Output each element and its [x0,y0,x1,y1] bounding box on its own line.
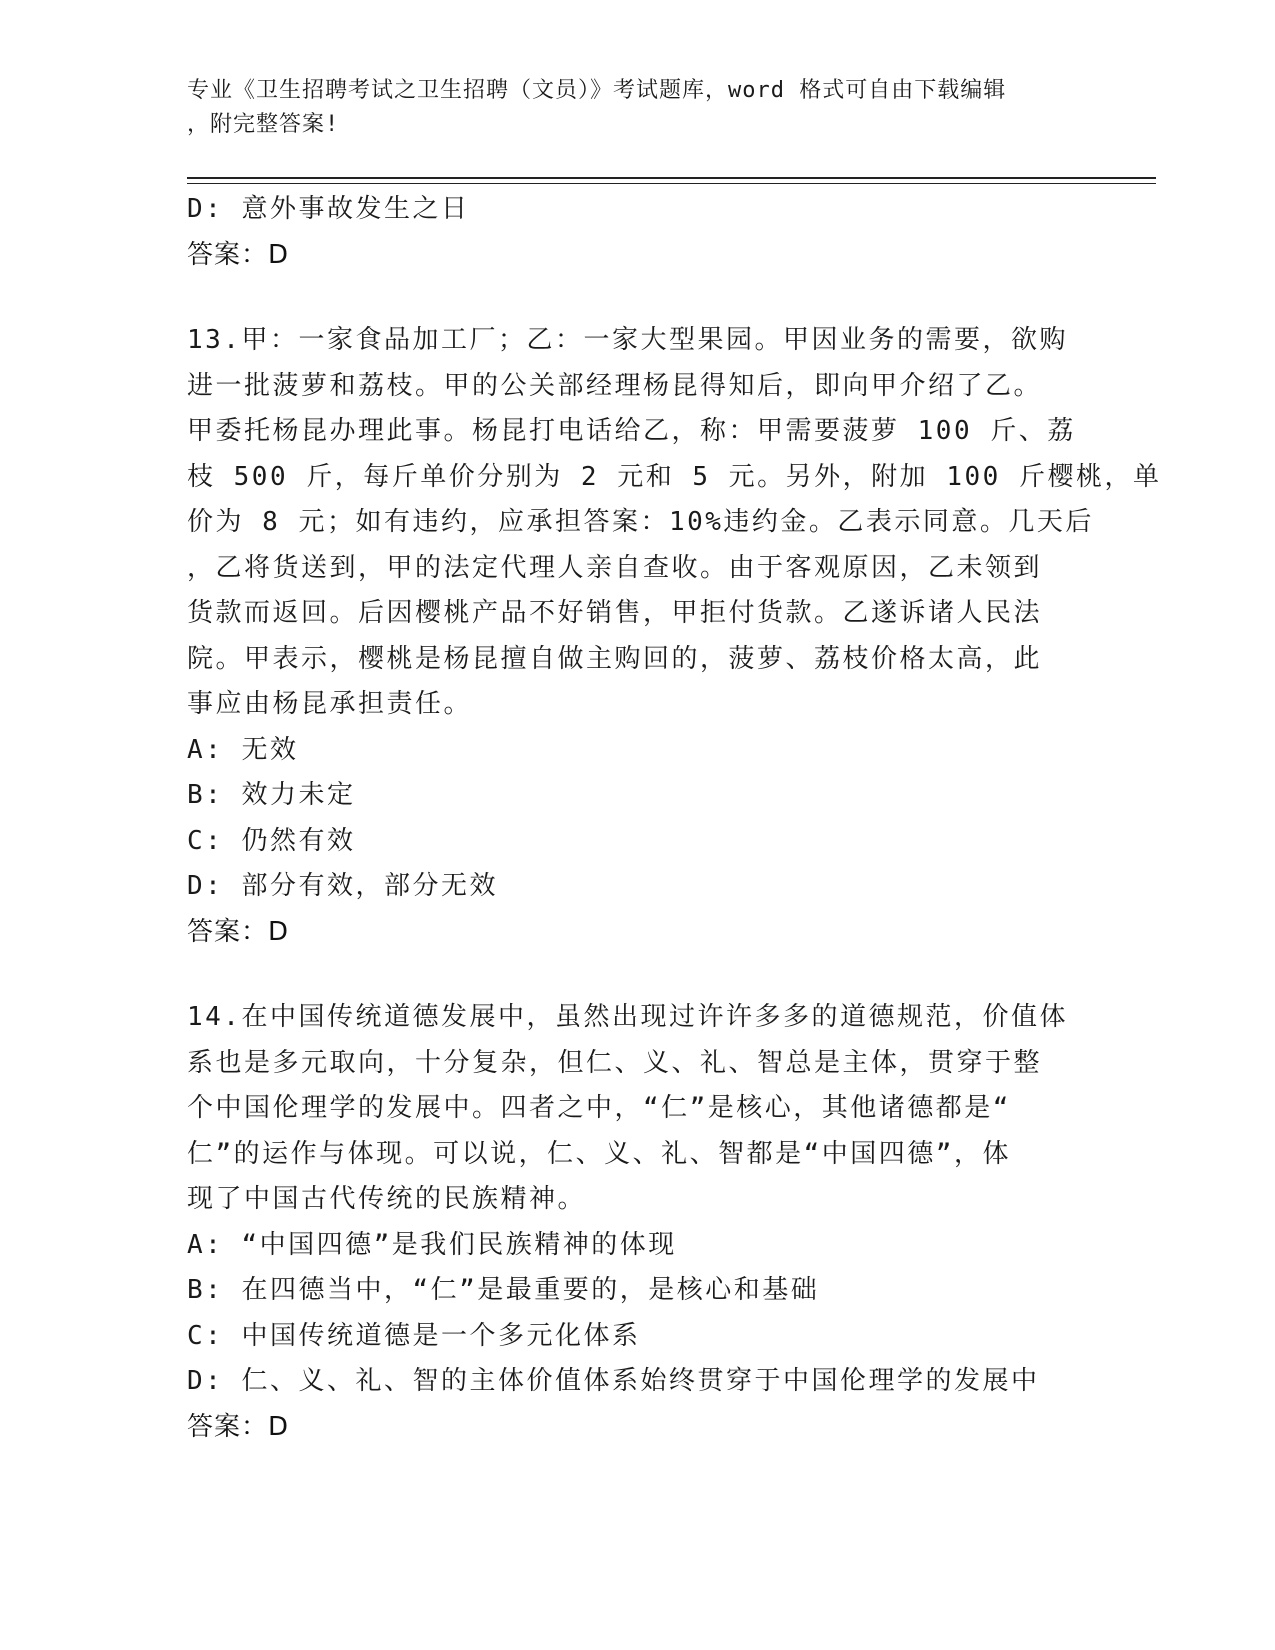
option-c: C: 中国传统道德是一个多元化体系 [187,1320,641,1351]
previous-question-tail [187,187,1087,278]
option-a: A: 无效 [187,734,299,765]
question-text-line: 系也是多元取向，十分复杂，但仁、义、礼、智总是主体，贯穿于整 [187,1047,1043,1078]
question-text-line: 现了中国古代传统的民族精神。 [187,1184,587,1214]
question-text-line: 价为 8 元；如有违约，应承担答案：10%违约金。乙表示同意。几天后 [187,507,1094,537]
question-text [187,995,1087,1223]
question-text-line: 进一批菠萝和荔枝。甲的公关部经理杨昆得知后，即向甲介绍了乙。 [187,370,1043,401]
answer-line: 答案：D [187,239,290,270]
header-line-2: ，附完整答案! [187,112,340,137]
question-14 [187,995,1087,1450]
option-c: C: 仍然有效 [187,825,356,856]
question-13 [187,318,1162,955]
question-text [187,318,1162,728]
question-text-line: ，乙将货送到，甲的法定代理人亲自查收。由于客观原因，乙未领到 [187,552,1043,583]
header-divider [187,177,1156,184]
option-d: D: 仁、义、礼、智的主体价值体系始终贯穿于中国伦理学的发展中 [187,1366,1040,1396]
option-b: B: 效力未定 [187,780,356,810]
page-header [187,74,1067,142]
question-text-line: 枝 500 斤，每斤单价分别为 2 元和 5 元。另外，附加 100 斤樱桃，单 [187,461,1162,492]
question-text-line: 甲委托杨昆办理此事。杨昆打电话给乙，称：甲需要菠萝 100 斤、荔 [187,416,1076,446]
question-text-line: 事应由杨昆承担责任。 [187,689,473,719]
question-text-line: 货款而返回。后因樱桃产品不好销售，甲拒付货款。乙遂诉诸人民法 [187,598,1043,628]
option-b: B: 在四德当中，“仁”是最重要的，是核心和基础 [187,1275,820,1305]
question-text-line: 院。甲表示，樱桃是杨昆擅自做主购回的，菠萝、荔枝价格太高，此 [187,643,1043,674]
option-d: D: 部分有效，部分无效 [187,871,498,901]
question-text-line: 个中国伦理学的发展中。四者之中，“仁”是核心，其他诸德都是“ [187,1093,1011,1123]
answer-line: 答案：D [187,916,290,947]
header-line-1: 专业《卫生招聘考试之卫生招聘（文员）》考试题库，word 格式可自由下载编辑 [187,78,1007,103]
question-text-line: 14.在中国传统道德发展中，虽然出现过许许多多的道德规范，价值体 [187,1002,1068,1032]
question-text-line: 仁”的运作与体现。可以说，仁、义、礼、智都是“中国四德”，体 [187,1138,1011,1169]
document-body [187,187,1162,1450]
answer-line: 答案：D [187,1411,290,1442]
question-text-line: 13.甲：一家食品加工厂；乙：一家大型果园。甲因业务的需要，欲购 [187,325,1068,355]
option-d: D: 意外事故发生之日 [187,194,470,224]
option-a: A: “中国四德”是我们民族精神的体现 [187,1229,677,1260]
